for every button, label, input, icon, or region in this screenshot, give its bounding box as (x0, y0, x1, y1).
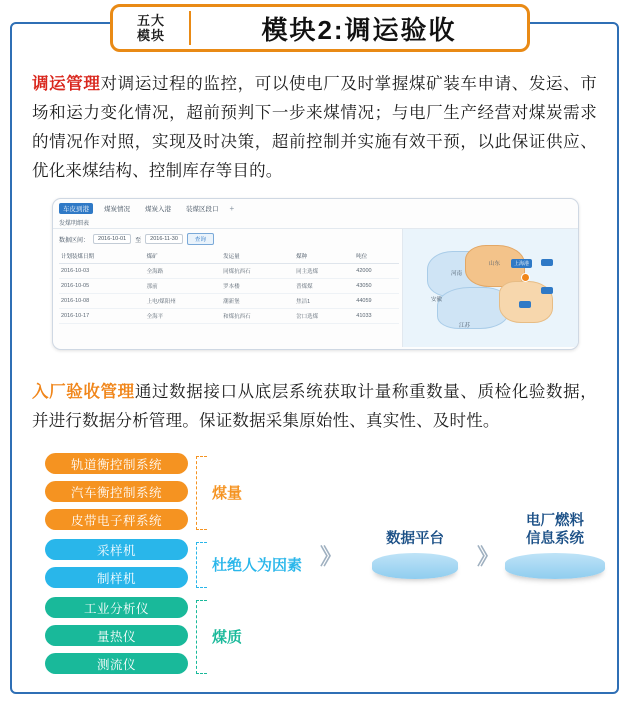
banner-tag (113, 13, 189, 43)
flow-group-label-coal-quality: 煤质 (212, 629, 243, 646)
flow-diagram (0, 440, 629, 700)
banner-title: 模块2:调运验收 (261, 14, 457, 45)
paragraph2-text: 通过数据接口从底层系统获取计量称重数量、质检化验数据，并进行数据分析管理。保证数据采集原始性、真实性、及时性。 (32, 383, 597, 430)
paragraph1-text: 对调运过程的监控，可以使电厂及时掌握煤矿装车申请、发运、市场和运力变化情况，超前预判下一步来煤情况；与电厂生产经营对煤炭需求的情况作对照，实现及时决策，超前控制并实施有效干预，以此保证供应、优化来煤结构、控制库存等目的。 (32, 75, 597, 180)
power-plant-cylinder (505, 553, 605, 579)
column-header-2: 发运量 (221, 249, 294, 264)
brace-no-human-factor (196, 542, 207, 588)
cell-volume: 罗本楼 (221, 279, 294, 294)
map-truck-icon (519, 301, 531, 308)
cell-tonnage: 42000 (354, 264, 399, 279)
cell-tonnage: 41033 (354, 309, 399, 324)
flow-item-flow-meter: 测流仪 (45, 653, 188, 674)
cell-date: 2016-10-03 (59, 264, 145, 279)
arrow-right-2: 》 (477, 544, 500, 569)
map-widget[interactable] (402, 229, 578, 347)
cell-tonnage: 43050 (354, 279, 399, 294)
map-label-0: 河南 (451, 271, 463, 277)
cell-date: 2016-10-08 (59, 294, 145, 309)
brace-coal-quantity (196, 456, 207, 530)
column-header-4: 吨位 (354, 249, 399, 264)
flow-item-truck-scale: 汽车衡控制系统 (45, 481, 188, 502)
table-row[interactable] (59, 294, 399, 309)
flow-item-rail-scale: 轨道衡控制系统 (45, 453, 188, 474)
flow-item-sample-prep: 制样机 (45, 567, 188, 588)
screenshot-tab-1[interactable]: 煤炭情况 (104, 206, 130, 213)
paragraph2-keyword: 入厂验收管理 (32, 383, 135, 401)
target-label-line1: 电厂燃料 (526, 513, 584, 529)
column-header-1: 煤矿 (145, 249, 221, 264)
flow-item-calorimeter: 量热仪 (45, 625, 188, 646)
map-label-1: 山东 (489, 261, 501, 267)
screenshot-tab-2[interactable]: 煤炭入港 (145, 206, 171, 213)
search-button[interactable]: 查询 (187, 233, 214, 245)
flow-group-label-coal-quantity: 煤量 (212, 485, 243, 502)
data-platform-cylinder (372, 553, 458, 579)
column-header-3: 煤种 (294, 249, 354, 264)
add-tab-icon[interactable]: + (229, 204, 235, 213)
target-label-line2: 信息系统 (526, 531, 584, 547)
cell-volume: 潮新堡 (221, 294, 294, 309)
arrow-right-1: 》 (320, 544, 343, 569)
data-platform-label: 数据平台 (386, 531, 444, 547)
date-from-input[interactable]: 2016-10-01 (93, 234, 131, 244)
cell-mine: 全海平 (145, 309, 221, 324)
paragraph-transport-management (32, 70, 597, 186)
system-screenshot-panel (52, 198, 579, 350)
paragraph-acceptance-management (32, 378, 597, 436)
cell-tonnage: 44059 (354, 294, 399, 309)
flow-item-industrial-analyzer: 工业分析仪 (45, 597, 188, 618)
table-row[interactable] (59, 264, 399, 279)
cell-type: 焦洁1 (294, 294, 354, 309)
banner-tag-line1: 五大 (136, 13, 165, 28)
table-row[interactable] (59, 279, 399, 294)
title-banner (110, 4, 530, 52)
date-to-input[interactable]: 2016-11-30 (145, 234, 183, 244)
cell-type: 普煤煤 (294, 279, 354, 294)
cell-volume: 和煤抗西石 (221, 309, 294, 324)
map-pin-label[interactable]: 上海港 (511, 259, 532, 268)
cell-type: 同主选煤 (294, 264, 354, 279)
brace-coal-quality (196, 600, 207, 674)
flow-item-belt-scale: 皮带电子秤系统 (45, 509, 188, 530)
cell-date: 2016-10-05 (59, 279, 145, 294)
screenshot-subtitle: 发煤明细表 (53, 215, 578, 229)
cell-date: 2016-10-17 (59, 309, 145, 324)
map-marker-dot[interactable] (521, 273, 530, 282)
banner-tag-line2: 模块 (136, 28, 165, 43)
table-row[interactable] (59, 309, 399, 324)
screenshot-tab-3[interactable]: 装煤区段口 (186, 206, 219, 213)
cell-mine: 那前 (145, 279, 221, 294)
cell-type: 岔口选煤 (294, 309, 354, 324)
flow-group-label-no-human-factor: 杜绝人为因素 (212, 557, 303, 574)
map-label-2: 江苏 (459, 323, 471, 329)
cell-mine: 全海路 (145, 264, 221, 279)
screenshot-tab-bar[interactable] (53, 199, 578, 215)
paragraph1-keyword: 调运管理 (32, 75, 101, 93)
power-plant-system-node (490, 512, 620, 579)
cell-mine: 上电/煤阳州 (145, 294, 221, 309)
cell-volume: 同煤抗西石 (221, 264, 294, 279)
filter-label: 数据区间： (59, 237, 90, 244)
map-truck-icon (541, 287, 553, 294)
filter-to-label: 至 (135, 237, 142, 244)
map-truck-icon (541, 259, 553, 266)
column-header-0: 计划装煤日期 (59, 249, 145, 264)
screenshot-data-table (59, 249, 399, 324)
table-header-row (59, 249, 399, 264)
map-label-3: 安徽 (431, 297, 443, 303)
screenshot-tab-0[interactable]: 车皮到港 (59, 203, 93, 214)
flow-item-sampler: 采样机 (45, 539, 188, 560)
data-platform-node (355, 530, 475, 579)
